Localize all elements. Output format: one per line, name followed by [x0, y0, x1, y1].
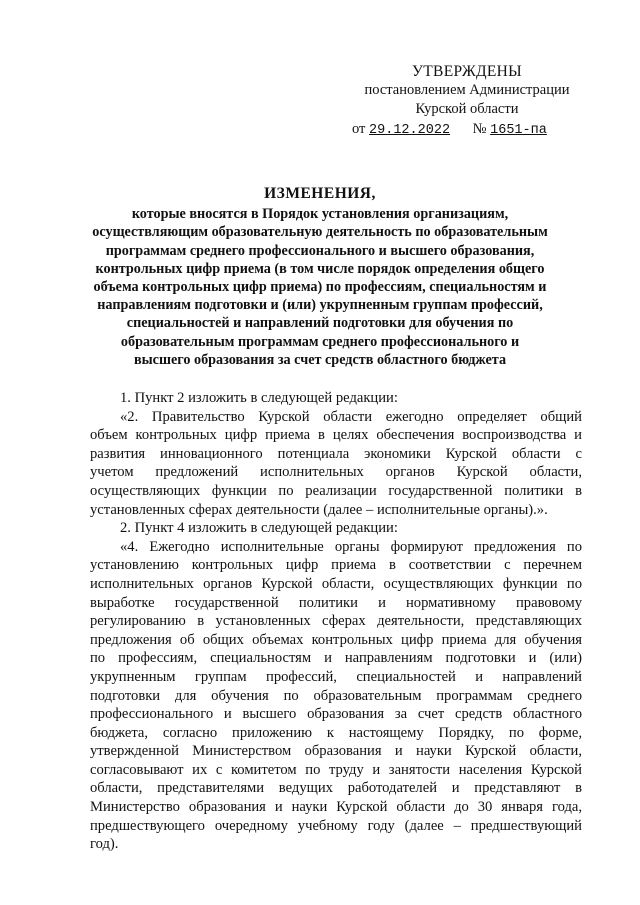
- text-line: учетом предложений исполнительных органов Курской области,: [90, 464, 582, 481]
- text-line: предшествующего очередному учебному году (далее – предшествующий: [90, 817, 582, 834]
- approval-title: УТВЕРЖДЕНЫ: [412, 63, 522, 80]
- text-line: подготовки для обучения по образовательным программам среднего: [90, 687, 582, 704]
- approval-date-number: [352, 120, 582, 140]
- document-body: [90, 389, 582, 854]
- text-line: регулированию в установленных сферах деятельности, представляющих: [90, 613, 582, 630]
- text-line: утвержденной Министерством образования и науки Курской области,: [90, 743, 582, 760]
- text-line: год).: [90, 836, 119, 853]
- heading-line: специальностей и направлений подготовки для обучения по: [126, 315, 514, 332]
- document-heading: [84, 185, 556, 369]
- approval-date: 29.12.2022: [369, 123, 451, 138]
- paragraph-item-1: [90, 389, 582, 408]
- text-line: осуществляющих функции по реализации государственной политики в: [90, 482, 582, 499]
- paragraph-quote-2: [90, 408, 582, 520]
- paragraph-item-2: [90, 519, 582, 538]
- text-line: исполнительных органов Курской области, осуществляющих функции по: [90, 575, 582, 592]
- heading-title: ИЗМЕНЕНИЯ,: [264, 185, 376, 202]
- text-line: установленных сферах деятельности (далее – исполнительные органы).».: [90, 501, 548, 518]
- heading-line: программам среднего профессионального и высшего образования,: [105, 242, 535, 259]
- text-line: Министерство образования и науки Курской области до 30 января года,: [90, 799, 582, 816]
- heading-line: осуществляющим образовательную деятельность по образовательным: [92, 224, 548, 241]
- heading-line: контрольных цифр приема (в том числе порядок определения общего: [95, 260, 545, 277]
- text-line: «2. Правительство Курской области ежегодно определяет общий: [120, 408, 582, 425]
- text-line: выработке государственной политики и нормативному правовому: [90, 594, 582, 611]
- text-line: «4. Ежегодно исполнительные органы формируют предложения по: [120, 538, 582, 555]
- number-sign: №: [472, 121, 487, 137]
- heading-line: высшего образования за счет средств областного бюджета: [133, 351, 507, 368]
- text-line: области, представителями ведущих работодателей и представляют в: [90, 780, 582, 797]
- text-line: по профессиям, специальностям и направлениям подготовки и (или): [90, 650, 582, 667]
- text-line: предложения об общих объемах контрольных цифр приема для обучения: [90, 631, 582, 648]
- paragraph-quote-4: [90, 538, 582, 854]
- heading-line: объема контрольных цифр приема) по профессиям, специальностям и: [93, 279, 547, 296]
- text-line: укрупненным группам профессий, специальностей и направлений: [90, 668, 582, 685]
- text-line: развития инновационного потенциала экономики Курской области с: [90, 445, 582, 462]
- text-line: профессионального и высшего образования за счет средств областного: [90, 706, 582, 723]
- text-line: объем контрольных цифр приема в целях обеспечения воспроизводства и: [90, 427, 582, 444]
- heading-line: направлениям подготовки и (или) укрупненным группам профессий,: [97, 297, 543, 314]
- text-line: согласовывают их с комитетом по труду и занятости населения Курской: [90, 761, 582, 778]
- text-line: бюджета, согласно приложению к настоящему Порядку, по форме,: [90, 724, 582, 741]
- date-prefix: от: [352, 121, 366, 137]
- text-line: 2. Пункт 4 изложить в следующей редакции:: [120, 520, 398, 537]
- approval-region: Курской области: [415, 101, 519, 117]
- text-line: установлению контрольных цифр приема в соответствии с перечнем: [90, 557, 582, 574]
- text-line: 1. Пункт 2 изложить в следующей редакции:: [120, 390, 398, 406]
- approval-number: 1651-па: [490, 123, 547, 138]
- heading-line: образовательным программам среднего профессионального и: [120, 333, 520, 350]
- approval-authority: постановлением Администрации: [364, 82, 570, 98]
- approval-stamp: [352, 62, 582, 140]
- heading-line: которые вносятся в Порядок установления организациям,: [131, 206, 509, 223]
